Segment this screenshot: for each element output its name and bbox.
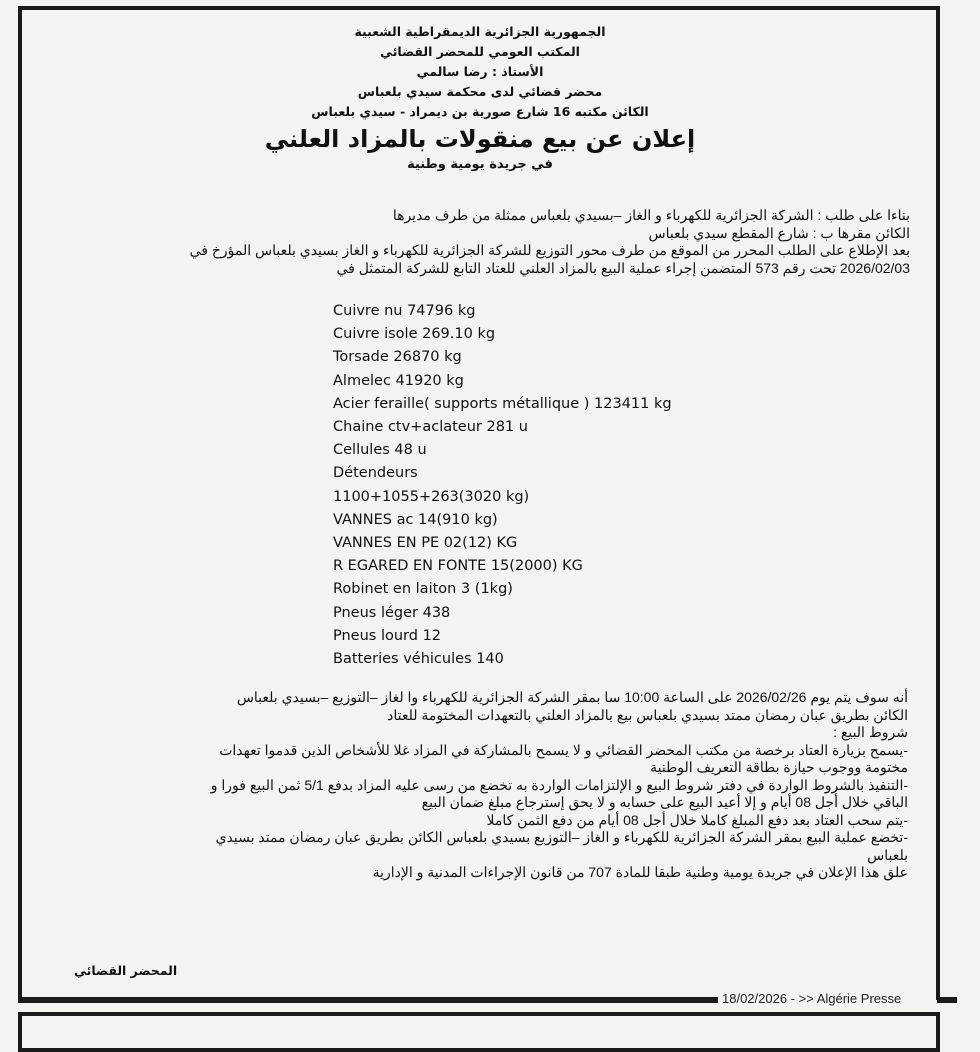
- divider: [937, 997, 957, 1003]
- announcement-subtitle: في جريدة يومية وطنية: [407, 157, 553, 172]
- list-item: Acier feraille( supports métallique ) 123411 kg: [333, 395, 672, 412]
- text-line: بعد الإطلاع على الطلب المحرر من الموقع من طرف محور التوزيع للشركة الجزائرية للكهرباء و الغاز بسيدي بلعباس المؤرخ في: [189, 242, 910, 258]
- announcement-header: [60, 22, 900, 174]
- text-line: الكائن بطريق عبان رمضان ممتد بسيدي بلعباس بيع بالمزاد العلني بالتعهدات المختومة للعتاد: [387, 706, 908, 723]
- list-item: Pneus léger 438: [333, 604, 451, 621]
- list-item: Cuivre isole 269.10 kg: [333, 326, 496, 343]
- list-item: Almelec 41920 kg: [333, 372, 464, 389]
- intro-paragraph: [60, 207, 910, 277]
- text-line: علق هذا الإعلان في جريدة يومية وطنية طبقا للمادة 707 من قانون الإجراءات المدنية و الإدارية: [372, 864, 908, 880]
- next-announcement-frame: [18, 1012, 940, 1052]
- header-line: المكتب العومي للمحضر القضائي: [380, 44, 580, 59]
- header-line: الأستاذ : رضا سالمي: [416, 64, 544, 79]
- list-item: VANNES EN PE 02(12) KG: [333, 535, 518, 552]
- list-item: Pneus lourd 12: [333, 627, 442, 644]
- list-item: VANNES ac 14(910 kg): [333, 511, 498, 528]
- text-line: بناءا على طلب : الشركة الجزائرية للكهرباء و الغاز –بسيدي بلعباس ممثلة من طرف مديرها: [392, 207, 910, 223]
- signature: المحضر القضائي: [74, 963, 178, 978]
- list-item: Cellules 48 u: [333, 442, 427, 459]
- header-line: الكائن مكتبه 16 شارع صورية بن ديمراد - سيدي بلعباس: [311, 104, 649, 119]
- text-line: -يسمح بزيارة العتاد برخصة من مكتب المحضر القضائي و لا يسمح بالمشاركة في المزاد غلا للأشخاص الذين قدموا تعهدات: [219, 741, 908, 758]
- list-item: Chaine ctv+aclateur 281 u: [333, 419, 528, 436]
- text-line: الكائن مقرها ب : شارع المقطع سيدي بلعباس: [648, 224, 910, 241]
- list-item: Batteries véhicules 140: [333, 651, 504, 668]
- sale-conditions: [48, 689, 908, 882]
- announcement-title: إعلان عن بيع منقولات بالمزاد العلني: [264, 125, 696, 153]
- text-line: شروط البيع :: [833, 724, 908, 740]
- text-line: بلعباس: [867, 846, 908, 863]
- list-item: Torsade 26870 kg: [333, 349, 462, 366]
- publication-credit: 18/02/2026 - >> Algérie Presse: [722, 991, 902, 1006]
- text-line: الباقي خلال أجل 08 أيام و إلا أعيد البيع على حسابه و لا يحق إسترجاع مبلغ ضمان البيع: [421, 794, 908, 810]
- text-line: أنه سوف يتم يوم 2026/02/26 على الساعة 10:00 سا بمقر الشركة الجزائرية للكهرباء وا لغاز –التوزيع –بسيدي بلعباس: [236, 689, 908, 705]
- list-item: R EGARED EN FONTE 15(2000) KG: [333, 558, 583, 575]
- text-line: 2026/02/03 تحت رقم 573 المتضمن إجراء عملية البيع بالمزاد العلني للعتاد التابع للشركة المتمثل في: [336, 259, 910, 276]
- divider: [18, 997, 718, 1003]
- items-list: [333, 300, 672, 671]
- header-line: الجمهورية الجزائرية الديمقراطية الشعبية: [354, 24, 606, 39]
- text-line: -يتم سحب العتاد بعد دفع المبلغ كاملا خلال أجل 08 أيام من دفع الثمن كاملا: [486, 811, 908, 828]
- text-line: -تخضع عملية البيع بمقر الشركة الجزائرية للكهرباء و الغاز –التوزيع بسيدي بلعباس الكائن بطريق عبان رمضان ممتد بسيدي: [215, 829, 908, 845]
- list-item: Cuivre nu 74796 kg: [333, 303, 476, 319]
- list-item: Détendeurs: [333, 465, 418, 482]
- header-line: محضر قضائي لدى محكمة سيدي بلعباس: [357, 84, 603, 99]
- text-line: -التنفيذ بالشروط الواردة في دفتر شروط البيع و الإلتزامات الواردة به تخضع من رسى عليه المزاد بدفع 5/1 ثمن البيع فورا و: [210, 776, 908, 793]
- list-item: Robinet en laiton 3 (1kg): [333, 581, 513, 598]
- text-line: مختومة ووجوب حيازة بطاقة التعريف الوطنية: [650, 759, 908, 775]
- list-item: 1100+1055+263(3020 kg): [333, 488, 530, 505]
